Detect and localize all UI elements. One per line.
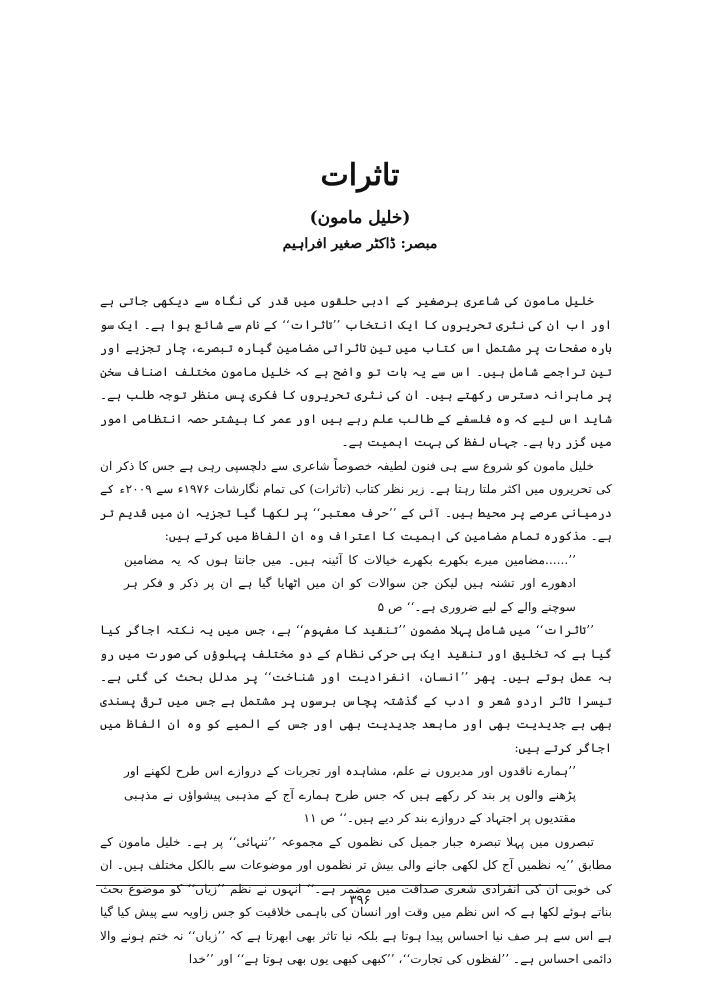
- article-subtitle: (خلیل مامون): [309, 208, 411, 228]
- block-quote: ’’......مضامین میرے بکھرے بکھرے خیالات کا آئینہ ہیں۔ میں جانتا ہوں کہ یہ مضامین ادھورے اور تشنہ ہیں لیکن جن سوالات کو ان میں اٹھایا گیا ہے ان پر ذکر و فکر ہر سوچنے والے کے لیے ضروری ہے۔‘‘ ص ۵: [124, 552, 576, 614]
- article-body: [100, 290, 612, 972]
- paragraph: خلیل مامون کی شاعری برصغیر کے ادبی حلقوں میں قدر کی نگاہ سے دیکھی جاتی ہے اور اب ان کی نثری تحریروں کا ایک انتخاب ’’تاثرات‘‘ کے نام سے شائع ہوا ہے۔ ایک سو بارہ صفحات پر مشتمل اس کتاب میں تین تاثراتی مضامین گیارہ تبصرے، چار تجزیے اور تین تراجمے شامل ہیں۔ اس سے یہ بات تو واضح ہے کہ خلیل مامون مختلف اصناف سخن پر ماہرانہ دسترس رکھتے ہیں۔ ان کی نثری تحریروں کا فکری پس منظر توجہ طلب ہے۔ شاید اس لیے کہ وہ فلسفے کے طالب علم رہے ہیں اور عمر کا بیشتر حصہ انتظامی امور میں گزر رہا ہے۔ جہاں لفظ کی بہت اہمیت ہے۔: [100, 294, 612, 449]
- paragraph: تبصروں میں پہلا تبصرہ جبار جمیل کی نظموں کے مجموعہ ’’تنہائی‘‘ پر ہے۔ خلیل مامون کے مطابق ’’یہ نظمیں آج کل لکھی جانے والی بیش تر نظموں اور موضوعات سے بالکل مختلف ہیں۔ ان کی خوبی ان کی انفرادی شعری صداقت میں مضمر ہے۔‘‘ انہوں نے نظم ’’زیاں‘‘ کو موضوع بحث بناتے ہوئے لکھا ہے کہ اس نظم میں وقت اور انسان کی باہمی خلاقیت کو جس زاویہ سے پیش کیا گیا ہے اس سے ہر صف نیا احساس پیدا ہوتا ہے بلکہ نیا تاثر بھی ابھرتا ہے کہ ’’زیاں‘‘ نہ ختم ہونے والا دائمی احساس ہے۔ ’’لفظوں کی تجارت‘‘، ’’کبھی کبھی یوں بھی ہوتا ہے‘‘ اور ’’خدا: [100, 834, 612, 966]
- reviewer-line: مبصر: ڈاکٹر صغیر افراہیم: [282, 236, 438, 252]
- article-title: تاثرات: [320, 158, 400, 193]
- block-quote: ’’ہمارے ناقدوں اور مدیروں نے علم، مشاہدہ اور تجربات کے دروازے اس طرح لکھنے اور پڑھنے والوں پر بند کر رکھے ہیں کہ جس طرح ہمارے آج کے مذہبی پیشواؤں نے مذہبی مقتدیوں پر اجتہاد کے دروازے بند کر دیے ہیں۔‘‘ ص ۱۱: [124, 764, 576, 825]
- page-number: ۳۹۶: [349, 893, 371, 908]
- footer-divider: [96, 885, 576, 886]
- paragraph: خلیل مامون کو شروع سے ہی فنون لطیفہ خصوصاً شاعری سے دلچسپی رہی ہے جس کا ذکر ان کی تحریروں میں اکثر ملتا رہتا ہے۔ زیر نظر کتاب (تاثرات) کی تمام نگارشات ۱۹۷۶ء سے ۲۰۰۹ء کے درمیانی عرصے پر محیط ہیں۔ آئی کے ’’حرف معتبر‘‘ پر لکھا گیا تجزیہ ان میں قدیم تر ہے۔ مذکورہ تمام مضامین کی اہمیت کا اعتراف وہ ان الفاظ میں کرتے ہیں:: [100, 458, 612, 543]
- paragraph: ’’تاثرات‘‘ میں شامل پہلا مضمون ’’تنقید کا مفہوم‘‘ ہے، جس میں یہ نکتہ اجاگر کیا گیا ہے کہ تخلیق اور تنقید ایک ہی حرکی نظام کے دو مختلف پہلوؤں کی صورت میں رو بہ عمل ہوتے ہیں۔ پھر ’’انسان، انفرادیت اور شناخت‘‘ پر مدلل بحث کی گئی ہے۔ تیسرا تاثر اردو شعر و ادب کے گذشتہ پچاس برسوں پر مشتمل ہے جس میں ترقی پسندی بھی ہے جدیدیت بھی اور مابعد جدیدیت بھی اور جس کے المیے کو وہ ان الفاظ میں اجاگر کرتے ہیں:: [100, 623, 612, 755]
